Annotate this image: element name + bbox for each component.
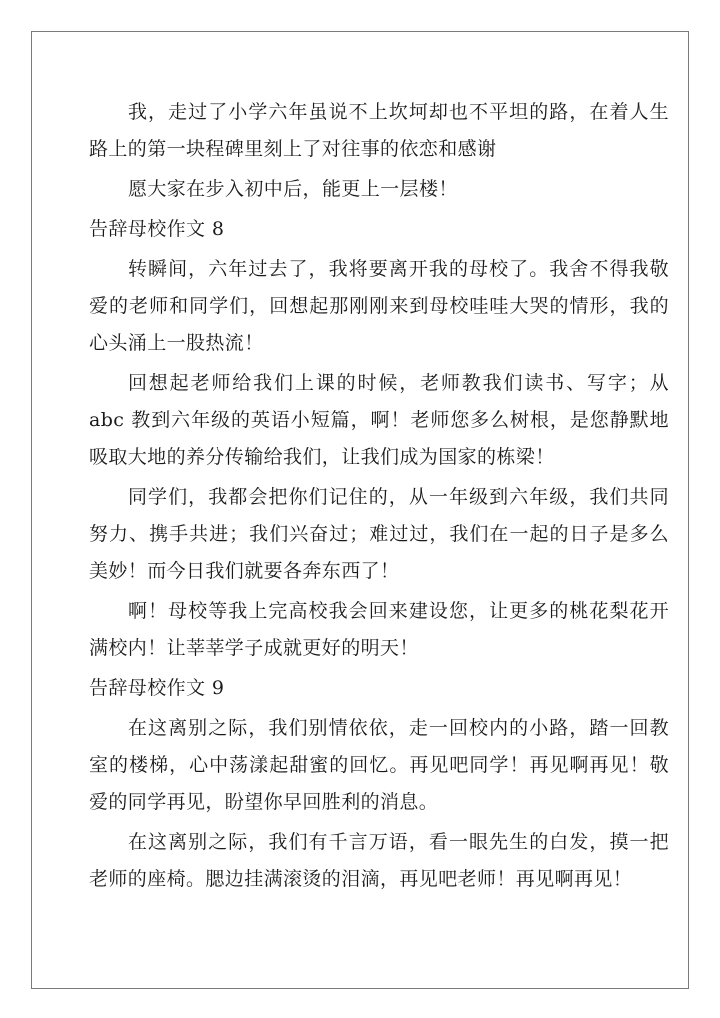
section-heading: 告辞母校作文 8 xyxy=(89,218,225,240)
paragraph: 回想起老师给我们上课的时候，老师教我们读书、写字；从 abc 教到六年级的英语小短篇，啊！老师您多么树根，是您静默地吸取大地的养分传输给我们，让我们成为国家的栋梁！ xyxy=(89,372,669,468)
paragraph: 在这离别之际，我们别情依依，走一回校内的小路，踏一回教室的楼梯，心中荡漾起甜蜜的回忆。再见吧同学！再见啊再见！敬爱的同学再见，盼望你早回胜利的消息。 xyxy=(89,717,669,813)
paragraph: 啊！母校等我上完高校我会回来建设您，让更多的桃花梨花开满校内！让莘莘学子成就更好的明天！ xyxy=(89,600,669,659)
paragraph: 我，走过了小学六年虽说不上坎坷却也不平坦的路，在着人生路上的第一块程碑里刻上了对往事的依恋和感谢 xyxy=(89,101,669,160)
paragraph: 同学们，我都会把你们记住的，从一年级到六年级，我们共同努力、携手共进；我们兴奋过；难过过，我们在一起的日子是多么美妙！而今日我们就要各奔东西了！ xyxy=(89,486,669,582)
document-body xyxy=(89,94,669,901)
paragraph: 在这离别之际，我们有千言万语，看一眼先生的白发，摸一把老师的座椅。腮边挂满滚烫的泪滴，再见吧老师！再见啊再见！ xyxy=(89,831,669,890)
document-page xyxy=(31,31,689,989)
section-heading: 告辞母校作文 9 xyxy=(89,677,225,699)
paragraph: 转瞬间，六年过去了，我将要离开我的母校了。我舍不得我敬爱的老师和同学们，回想起那刚刚来到母校哇哇大哭的情形，我的心头涌上一股热流！ xyxy=(89,258,669,354)
paragraph: 愿大家在步入初中后，能更上一层楼！ xyxy=(127,178,458,200)
